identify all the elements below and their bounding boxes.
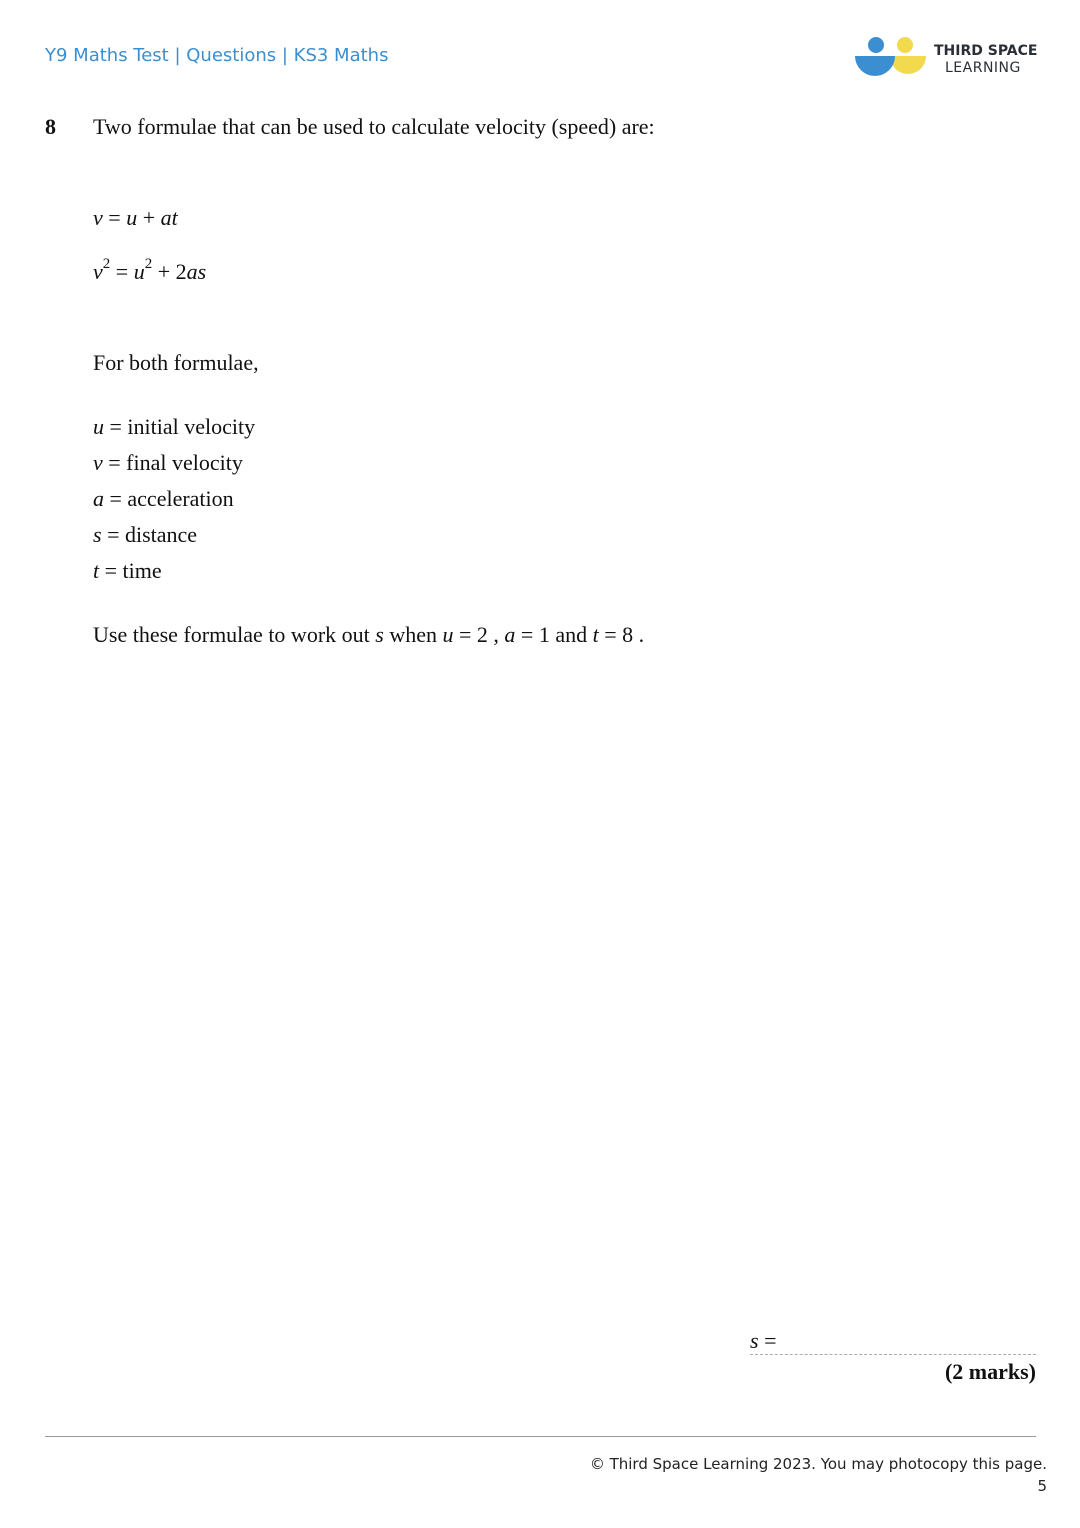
task-part: when	[383, 622, 443, 647]
formula-1-v: v	[93, 205, 103, 230]
definition-symbol: u	[93, 414, 104, 439]
formula-2-as: as	[186, 259, 207, 284]
formula-1-at: at	[160, 205, 178, 230]
third-space-learning-logo	[852, 34, 1042, 84]
formula-2	[93, 255, 207, 285]
question-number: 8	[45, 114, 56, 139]
answer-line[interactable]	[750, 1354, 1036, 1355]
task-symbol-a: a	[504, 622, 516, 647]
both-formulae-text: For both formulae,	[93, 350, 259, 375]
definition-symbol: v	[93, 450, 103, 475]
definition-text: = distance	[101, 522, 198, 547]
page-number: 5	[1037, 1477, 1047, 1495]
question-intro: Two formulae that can be used to calculate velocity (speed) are:	[93, 114, 655, 139]
formula-2-u: u	[133, 259, 145, 284]
formula-1-u: u	[126, 205, 138, 230]
formula-2-plus: + 2	[152, 259, 187, 284]
task-symbol-t: t	[592, 622, 599, 647]
answer-equals: =	[758, 1328, 777, 1353]
formula-1-equals: =	[102, 205, 127, 230]
definition-text: = initial velocity	[104, 414, 256, 439]
logo-mark-icon	[852, 34, 932, 84]
definition-symbol: t	[93, 558, 100, 583]
page-header-title: Y9 Maths Test | Questions | KS3 Maths	[45, 45, 389, 66]
task-part: = 2 ,	[453, 622, 505, 647]
definition-text: = final velocity	[102, 450, 243, 475]
marks-label: (2 marks)	[944, 1359, 1036, 1384]
logo-text-learning: LEARNING	[945, 60, 1021, 76]
copyright-notice: © Third Space Learning 2023. You may photocopy this page.	[589, 1455, 1047, 1473]
formula-1	[93, 205, 178, 231]
formula-1-plus: +	[137, 205, 161, 230]
footer-divider	[45, 1436, 1036, 1437]
logo-text-third-space: THIRD SPACE	[934, 43, 1038, 59]
definition-symbol: a	[93, 486, 104, 511]
formula-2-u-exponent: 2	[144, 255, 153, 272]
answer-symbol: s	[750, 1328, 759, 1353]
formula-2-v-exponent: 2	[102, 255, 111, 272]
definition-text: = acceleration	[104, 486, 234, 511]
task-instruction	[93, 622, 644, 648]
definition-text: = time	[99, 558, 162, 583]
definition-s	[93, 522, 197, 548]
definition-v	[93, 450, 243, 476]
task-symbol-u: u	[442, 622, 454, 647]
formula-2-equals: =	[110, 259, 134, 284]
task-part: = 8 .	[598, 622, 645, 647]
formula-2-v: v	[93, 259, 103, 284]
definition-a	[93, 486, 234, 512]
task-part: Use these formulae to work out	[93, 622, 376, 647]
definition-u	[93, 414, 255, 440]
definition-symbol: s	[93, 522, 102, 547]
task-symbol-s: s	[375, 622, 384, 647]
task-part: = 1 and	[515, 622, 593, 647]
definition-t	[93, 558, 162, 584]
answer-label	[750, 1328, 776, 1354]
